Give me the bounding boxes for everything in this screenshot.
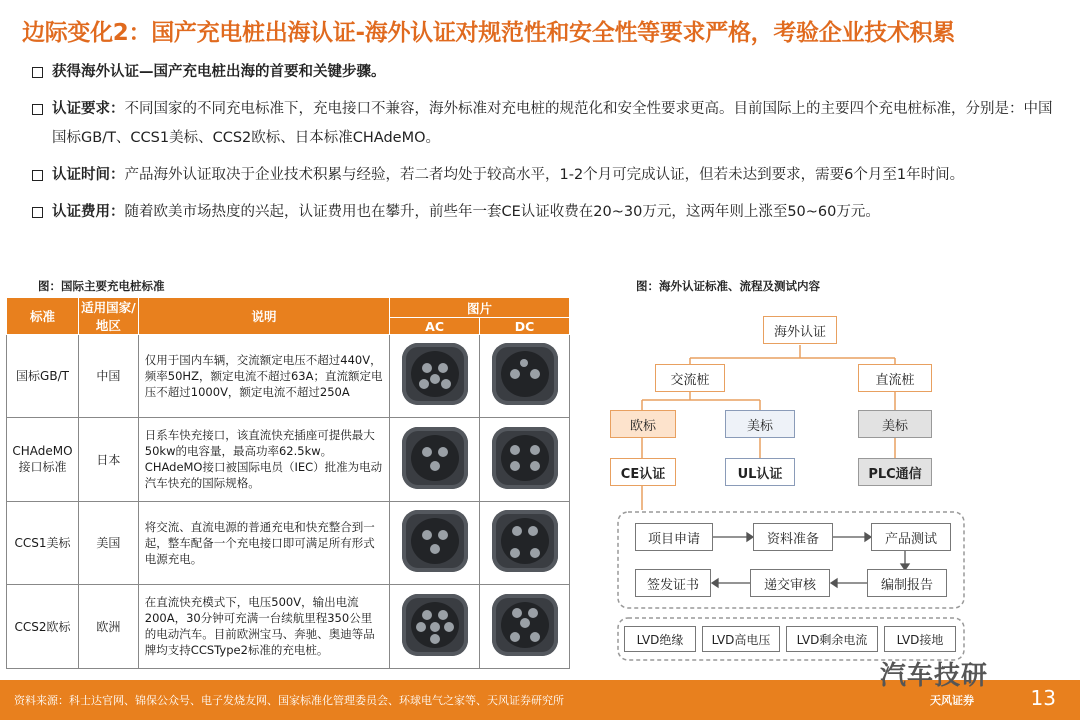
header-region: 适用国家/地区 bbox=[78, 298, 138, 335]
cell-description: 日系车快充接口，该直流快充插座可提供最大50kw的电容量，最高功率62.5kw。CHAdeMO接口被国际电员（IEC）批准为电动汽车快充的国际规格。 bbox=[138, 417, 389, 501]
bullet-list bbox=[32, 58, 1062, 235]
bullet-item bbox=[32, 95, 1062, 153]
flow-step-submit: 递交审核 bbox=[750, 569, 830, 597]
cell-description: 仅用于国内车辆，交流额定电压不超过440V，频率50HZ，额定电流不超过63A；直流额定电压不超过1000V，额定电流不超过250A bbox=[138, 335, 389, 418]
cell-region: 美国 bbox=[78, 501, 138, 584]
cell-ac-image bbox=[390, 584, 480, 668]
bullet-text: 产品海外认证取决于企业技术积累与经验，若二者均处于较高水平，1-2个月可完成认证，但若未达到要求，需要6个月至1年时间。 bbox=[124, 167, 965, 183]
cell-ac-image bbox=[390, 501, 480, 584]
bullet-head: 认证费用： bbox=[52, 204, 125, 220]
flow-node-root: 海外认证 bbox=[763, 316, 837, 344]
ccs2-dc-plug-icon bbox=[492, 594, 558, 656]
bullet-text: 随着欧美市场热度的兴起，认证费用也在攀升，前些年一套CE认证收费在20~30万元，这两年则上涨至50~60万元。 bbox=[124, 204, 880, 220]
flow-node-plc: PLC通信 bbox=[858, 458, 932, 486]
ccs2-ac-plug-icon bbox=[402, 594, 468, 656]
flow-node-ce: CE认证 bbox=[610, 458, 676, 486]
flow-node-ac: 交流桩 bbox=[655, 364, 725, 392]
checkbox-square-icon bbox=[32, 67, 43, 78]
bullet-item bbox=[32, 58, 1062, 87]
right-figure-caption: 图：海外认证标准、流程及测试内容 bbox=[636, 279, 820, 293]
cell-region: 中国 bbox=[78, 335, 138, 418]
bullet-head: 获得海外认证—国产充电桩出海的首要和关键步骤。 bbox=[52, 64, 386, 80]
checkbox-square-icon bbox=[32, 207, 43, 218]
left-figure-caption: 图：国际主要充电桩标准 bbox=[38, 279, 165, 293]
bullet-head: 认证时间： bbox=[52, 167, 125, 183]
cell-description: 将交流、直流电源的普通充电和快充整合到一起，整车配备一个充电接口即可满足所有形式电源充电。 bbox=[138, 501, 389, 584]
cell-standard: 国标GB/T bbox=[7, 335, 79, 418]
j1772-ac-plug-icon bbox=[402, 427, 468, 489]
cell-region: 欧洲 bbox=[78, 584, 138, 668]
flow-test-residual-current: LVD剩余电流 bbox=[786, 626, 878, 652]
flow-step-report: 编制报告 bbox=[867, 569, 947, 597]
checkbox-square-icon bbox=[32, 170, 43, 181]
table-row bbox=[7, 335, 570, 418]
watermark: 汽车技研 bbox=[880, 661, 989, 691]
header-picture: 图片 bbox=[390, 298, 570, 318]
cell-description: 在直流快充模式下，电压500V，输出电流200A，30分钟可充满一台续航里程350公里的电动汽车。目前欧洲宝马、奔驰、奥迪等品牌均支持CCSType2标准的充电桩。 bbox=[138, 584, 389, 668]
header-description: 说明 bbox=[138, 298, 389, 335]
footer-source: 资料来源：科士达官网、锦保公众号、电子发烧友网、国家标准化管理委员会、环球电气之家等、天风证券研究所 bbox=[14, 694, 564, 707]
cell-dc-image bbox=[480, 417, 570, 501]
checkbox-square-icon bbox=[32, 104, 43, 115]
gbt-ac-plug-icon bbox=[402, 343, 468, 405]
cell-standard: CCS2欧标 bbox=[7, 584, 79, 668]
ccs1-ac-plug-icon bbox=[402, 510, 468, 572]
chademo-dc-plug-icon bbox=[492, 427, 558, 489]
cell-dc-image bbox=[480, 584, 570, 668]
flow-step-prepare: 资料准备 bbox=[753, 523, 833, 551]
bullet-text: 不同国家的不同充电标准下，充电接口不兼容，海外标准对充电桩的规范化和安全性要求更高。目前国际上的主要四个充电桩标准，分别是：中国国标GB/T、CCS1美标、CCS2欧标、日本标准CHAdeMO。 bbox=[52, 101, 1053, 146]
gbt-dc-plug-icon bbox=[492, 343, 558, 405]
flow-test-insulation: LVD绝缘 bbox=[624, 626, 696, 652]
header-dc: DC bbox=[480, 318, 570, 335]
cell-ac-image bbox=[390, 417, 480, 501]
bullet-item bbox=[32, 198, 1062, 227]
flow-step-test: 产品测试 bbox=[871, 523, 951, 551]
cell-dc-image bbox=[480, 501, 570, 584]
page-title: 边际变化2：国产充电桩出海认证-海外认证对规范性和安全性等要求严格，考验企业技术积累 bbox=[22, 20, 955, 46]
bullet-head: 认证要求： bbox=[52, 101, 125, 117]
flow-step-certificate: 签发证书 bbox=[635, 569, 711, 597]
cell-dc-image bbox=[480, 335, 570, 418]
table-row bbox=[7, 417, 570, 501]
flow-node-us-ac: 美标 bbox=[725, 410, 795, 438]
bullet-item bbox=[32, 161, 1062, 190]
cell-ac-image bbox=[390, 335, 480, 418]
charging-standards-table bbox=[6, 297, 570, 669]
flow-node-ul: UL认证 bbox=[725, 458, 795, 486]
cell-region: 日本 bbox=[78, 417, 138, 501]
flow-test-high-voltage: LVD高电压 bbox=[702, 626, 780, 652]
header-standard: 标准 bbox=[7, 298, 79, 335]
flow-node-us-dc: 美标 bbox=[858, 410, 932, 438]
flow-test-grounding: LVD接地 bbox=[884, 626, 956, 652]
flow-step-apply: 项目申请 bbox=[635, 523, 713, 551]
cell-standard: CCS1美标 bbox=[7, 501, 79, 584]
table-row bbox=[7, 584, 570, 668]
ccs1-dc-plug-icon bbox=[492, 510, 558, 572]
page-number: 13 bbox=[1030, 686, 1056, 710]
cell-standard: CHAdeMO接口标准 bbox=[7, 417, 79, 501]
flow-node-eu: 欧标 bbox=[610, 410, 676, 438]
brand-logo: 天风证券 bbox=[930, 694, 974, 707]
table-row bbox=[7, 501, 570, 584]
flow-node-dc: 直流桩 bbox=[858, 364, 932, 392]
header-ac: AC bbox=[390, 318, 480, 335]
